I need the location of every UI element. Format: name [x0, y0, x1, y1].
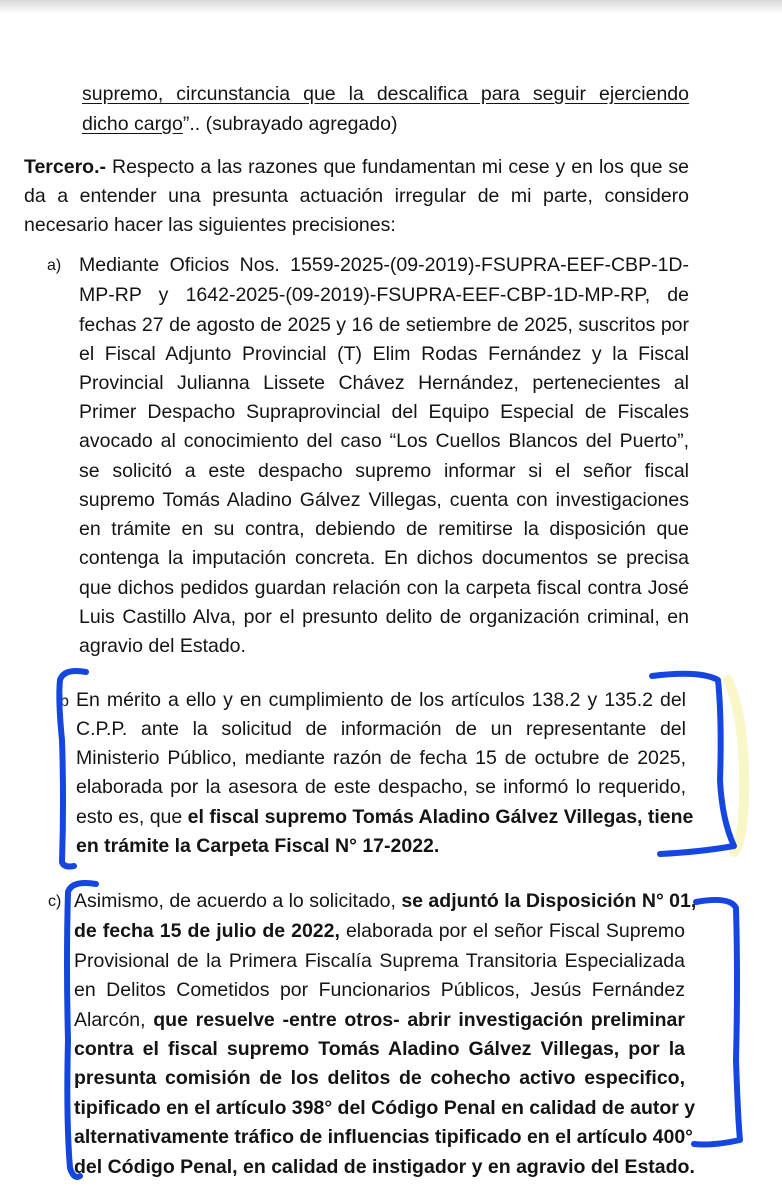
- highlighter-stain: [728, 680, 744, 852]
- bracket-c-right: [694, 900, 740, 1145]
- item-b-line-2: C.P.P. ante la solicitud de información de un representante del: [76, 718, 686, 740]
- item-a-line: agravio del Estado.: [79, 635, 246, 657]
- item-c-line-4: en Delitos Cometidos por Funcionarios Públicos, Jesús Fernández: [74, 979, 685, 1001]
- item-b-line-3: Ministerio Público, mediante razón de fecha 15 de octubre de 2025,: [76, 747, 686, 769]
- item-a-line: MP-RP y 1642-2025-(09-2019)-FSUPRA-EEF-CBP-1D-MP-RP, de: [79, 284, 689, 306]
- item-b-line-1: En mérito a ello y en cumplimiento de los artículos 138.2 y 135.2 del: [76, 689, 686, 711]
- item-c-marker: c): [48, 893, 62, 910]
- item-a-line: que dichos pedidos guardan relación con la carpeta fiscal contra José: [79, 577, 689, 599]
- item-a-line: contenga la imputación concreta. En dichos documentos se precisa: [79, 547, 689, 569]
- quote-line-1: supremo, circunstancia que la descalifica para seguir ejerciendo: [82, 83, 689, 105]
- item-c-line-2: de fecha 15 de julio de 2022, elaborada por el señor Fiscal Supremo: [74, 920, 685, 942]
- item-a-line: Luis Castillo Alva, por el presunto delito de organización criminal, en: [79, 606, 689, 628]
- item-a-line: se solicitó a este despacho supremo informar si el señor fiscal: [79, 460, 689, 482]
- item-b-marker: b: [60, 693, 69, 710]
- item-a-line: en trámite en su contra, debiendo de remitirse la disposición que: [79, 518, 689, 540]
- item-a-line: supremo Tomás Aladino Gálvez Villegas, cuenta con investigaciones: [79, 489, 689, 511]
- item-c-line-9: alternativamente tráfico de influencias tipificado en el artículo 400°: [74, 1126, 693, 1148]
- item-a-line: Primer Despacho Supraprovincial del Equipo Especial de Fiscales: [79, 401, 689, 423]
- item-c-line-10: del Código Penal, en calidad de instigador y en agravio del Estado.: [74, 1156, 695, 1178]
- item-c-line-7: presunta comisión de los delitos de cohecho activo especifico,: [74, 1067, 685, 1089]
- tercero-line-1: Tercero.- Respecto a las razones que fundamentan mi cese y en los que se: [24, 156, 689, 178]
- item-a-line: fechas 27 de agosto de 2025 y 16 de setiembre de 2025, suscritos por: [79, 314, 689, 336]
- item-b-line-5: esto es, que el fiscal supremo Tomás Aladino Gálvez Villegas, tiene: [76, 806, 694, 828]
- item-c-line-5: Alarcón, que resuelve -entre otros- abrir investigación preliminar: [74, 1009, 685, 1031]
- item-a-line: Mediante Oficios Nos. 1559-2025-(09-2019)-FSUPRA-EEF-CBP-1D-: [79, 254, 689, 276]
- item-c-line-6: contra el fiscal supremo Tomás Aladino Gálvez Villegas, por la: [74, 1038, 685, 1060]
- scan-edge-shadow: [0, 0, 782, 14]
- item-c-line-8: tipificado en el artículo 398° del Código Penal en calidad de autor y: [74, 1097, 696, 1119]
- item-b-line-6: en trámite la Carpeta Fiscal N° 17-2022.: [76, 835, 440, 857]
- quote-line-2: dicho cargo”.. (subrayado agregado): [82, 113, 398, 135]
- tercero-line-2: da a entender una presunta actuación irregular de mi parte, considero: [24, 185, 689, 207]
- tercero-line-3: necesario hacer las siguientes precisiones:: [24, 214, 396, 236]
- tercero-heading: Tercero.-: [24, 156, 106, 178]
- item-a-line: Provincial Julianna Lissete Chávez Hernández, pertenecientes al: [79, 372, 689, 394]
- item-a-line: el Fiscal Adjunto Provincial (T) Elim Rodas Fernández y la Fiscal: [79, 343, 689, 365]
- item-c-line-3: Provisional de la Primera Fiscalía Suprema Transitoria Especializada: [74, 950, 685, 972]
- item-c-line-1: Asimismo, de acuerdo a lo solicitado, se adjuntó la Disposición N° 01,: [74, 890, 697, 912]
- item-a-marker: a): [47, 257, 62, 274]
- item-a-line: avocado al conocimiento del caso “Los Cuellos Blancos del Puerto”,: [79, 430, 689, 452]
- item-b-line-4: elaborada por la asesora de este despacho, se informó lo requerido,: [76, 776, 686, 798]
